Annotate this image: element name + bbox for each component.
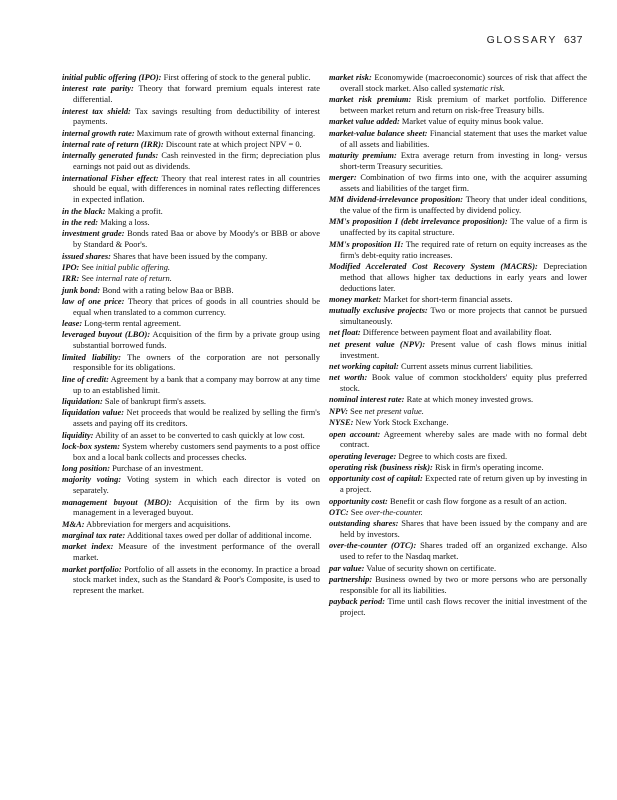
glossary-term: net working capital: xyxy=(329,360,399,371)
glossary-entry xyxy=(329,372,587,394)
glossary-definition: Purchase of an investment. xyxy=(112,463,204,474)
glossary-definition: Risk in firm's operating income. xyxy=(434,462,544,473)
glossary-term: outstanding shares: xyxy=(329,518,399,529)
glossary-definition: New York Stock Exchange. xyxy=(355,417,449,428)
glossary-term: NYSE: xyxy=(329,417,354,428)
glossary-entry xyxy=(62,407,320,429)
glossary-entry xyxy=(329,305,587,327)
glossary-term: interest rate parity: xyxy=(62,83,134,94)
glossary-entry xyxy=(329,518,587,540)
glossary-entry xyxy=(329,172,587,194)
glossary-entry xyxy=(62,106,320,128)
glossary-term: majority voting: xyxy=(62,474,122,485)
glossary-entry xyxy=(62,285,320,296)
glossary-definition: Expected rate of return given up by investing in a project. xyxy=(340,473,588,495)
glossary-entry xyxy=(329,216,587,238)
glossary-term: lock-box system: xyxy=(62,440,121,451)
glossary-term: market index: xyxy=(62,541,114,552)
glossary-term: internal growth rate: xyxy=(62,127,135,138)
glossary-entry xyxy=(62,474,320,496)
glossary-definition: Theory that forward premium equals interest rate differential. xyxy=(73,83,321,105)
glossary-definition: Shares that have been issued by the company and are held by investors. xyxy=(340,518,587,540)
glossary-term: liquidation: xyxy=(62,395,103,406)
glossary-term: IPO: xyxy=(62,261,80,272)
glossary-definition: Difference between payment float and availability float. xyxy=(362,327,552,338)
glossary-entry xyxy=(62,83,320,105)
glossary-entry xyxy=(62,541,320,563)
glossary-definition: Extra average return from investing in long- versus short-term Treasury securities. xyxy=(340,149,588,171)
glossary-entry xyxy=(329,116,587,127)
glossary-definition: Risk premium of market portfolio. Difference between market return and return on risk-free Treasury bills. xyxy=(340,94,587,116)
glossary-definition: Market for short-term financial assets. xyxy=(383,293,513,304)
glossary-entry xyxy=(62,374,320,396)
glossary-term: par value: xyxy=(329,562,365,573)
glossary-entry xyxy=(329,294,587,305)
glossary-definition: Bond with a rating below Baa or BBB. xyxy=(102,284,234,295)
cross-reference: net present value. xyxy=(364,405,424,416)
glossary-definition: See xyxy=(350,405,365,416)
glossary-term: mutually exclusive projects: xyxy=(329,305,428,316)
glossary-entry xyxy=(62,497,320,519)
glossary-entry xyxy=(62,128,320,139)
glossary-entry xyxy=(62,463,320,474)
glossary-entry xyxy=(329,339,587,361)
glossary-term: limited liability: xyxy=(62,351,122,362)
glossary-entry xyxy=(329,596,587,618)
glossary-term: opportunity cost of capital: xyxy=(329,473,423,484)
cross-reference: initial public offering. xyxy=(95,261,171,272)
glossary-entry xyxy=(62,206,320,217)
glossary-definition: Combination of two firms into one, with the acquirer assuming assets and liabilities of the target firm. xyxy=(340,172,587,193)
glossary-term: issued shares: xyxy=(62,250,111,261)
glossary-entry xyxy=(62,430,320,441)
glossary-definition: Rate at which money invested grows. xyxy=(406,394,534,405)
glossary-definition: Discount rate at which project NPV = 0. xyxy=(165,139,302,150)
glossary-definition: Agreement whereby sales are made with no formal debt contract. xyxy=(340,428,587,450)
glossary-term: in the red: xyxy=(62,216,99,227)
glossary-entry xyxy=(62,329,320,351)
glossary-term: open account: xyxy=(329,428,381,439)
glossary-term: net worth: xyxy=(329,372,368,383)
glossary-term: partnership: xyxy=(329,573,373,584)
glossary-entry xyxy=(62,139,320,150)
glossary-definition: Cash reinvested in the firm; depreciation plus earnings not paid out as dividends. xyxy=(73,150,321,172)
glossary-entry xyxy=(329,574,587,596)
glossary-entry xyxy=(62,318,320,329)
glossary-definition: Acquisition of the firm by a private group using substantial borrowed funds. xyxy=(73,329,320,351)
glossary-term: international Fisher effect: xyxy=(62,172,159,183)
glossary-entry xyxy=(329,563,587,574)
glossary-definition: Time until cash flows recover the initial investment of the project. xyxy=(340,596,587,617)
glossary-definition: Two or more projects that cannot be pursued simultaneously. xyxy=(340,305,587,327)
glossary-definition: Agreement by a bank that a company may borrow at any time up to an established limit. xyxy=(73,373,320,395)
cross-reference: internal rate of return. xyxy=(95,273,172,284)
glossary-definition: The required rate of return on equity increases as the firm's debt-equity ratio increases. xyxy=(340,238,587,260)
glossary-term: interest tax shield: xyxy=(62,105,131,116)
glossary-entry xyxy=(329,462,587,473)
glossary-term: market value added: xyxy=(329,116,400,127)
glossary-term: in the black: xyxy=(62,205,106,216)
glossary-entry xyxy=(62,228,320,250)
glossary-definition: Economywide (macroeconomic) sources of risk that affect the overall stock market. Also called xyxy=(340,72,587,93)
glossary-term: MM dividend-irrelevance proposition: xyxy=(329,194,464,205)
glossary-term: liquidity: xyxy=(62,429,94,440)
glossary-definition: Abbreviation for mergers and acquisitions. xyxy=(86,518,231,529)
page-number: 637 xyxy=(563,34,583,46)
glossary-term: long position: xyxy=(62,463,111,474)
glossary-definition: Financial statement that uses the market value of all assets and liabilities. xyxy=(340,127,588,149)
glossary-term: money market: xyxy=(329,293,382,304)
glossary-term: operating leverage: xyxy=(329,450,397,461)
glossary-entry xyxy=(62,273,320,284)
running-title: GLOSSARY xyxy=(486,34,557,46)
glossary-term: line of credit: xyxy=(62,373,109,384)
glossary-definition: Benefit or cash flow forgone as a result of an action. xyxy=(389,495,567,506)
glossary-entry xyxy=(329,361,587,372)
glossary-entry xyxy=(329,417,587,428)
cross-reference: over-the-counter. xyxy=(365,506,423,517)
glossary-entry xyxy=(62,150,320,172)
glossary-term: M&A: xyxy=(62,518,85,529)
glossary-definition: See xyxy=(81,261,96,272)
glossary-entry xyxy=(329,451,587,462)
glossary-term: internally generated funds: xyxy=(62,150,159,161)
glossary-column-left xyxy=(62,72,320,597)
glossary-term: law of one price: xyxy=(62,295,125,306)
glossary-definition: Making a loss. xyxy=(100,216,150,227)
glossary-definition: System whereby customers send payments to a post office box and a local bank collects and processes checks. xyxy=(73,440,320,462)
glossary-entry xyxy=(329,327,587,338)
glossary-definition: Theory that under ideal conditions, the value of the firm is unaffected by dividend policy. xyxy=(340,194,587,216)
glossary-definition: Business owned by two or more persons who are personally responsible for all its liabilities. xyxy=(340,573,588,595)
glossary-definition: Measure of the investment performance of the overall market. xyxy=(73,541,321,563)
glossary-entry xyxy=(329,473,587,495)
glossary-definition: Tax savings resulting from deductibility of interest payments. xyxy=(73,105,320,127)
glossary-definition: Bonds rated Baa or above by Moody's or BBB or above by Standard & Poor's. xyxy=(73,228,320,250)
glossary-term: market-value balance sheet: xyxy=(329,127,428,138)
glossary-entry xyxy=(62,72,320,83)
glossary-definition: Shares traded off an organized exchange. Also used to refer to the Nasdaq market. xyxy=(340,540,588,562)
glossary-definition: The value of a firm is unaffected by its capital structure. xyxy=(340,216,587,238)
glossary-term: NPV: xyxy=(329,405,349,416)
glossary-entry xyxy=(62,262,320,273)
glossary-definition: Sale of bankrupt firm's assets. xyxy=(104,395,207,406)
glossary-term: operating risk (business risk): xyxy=(329,462,433,473)
glossary-term: lease: xyxy=(62,318,83,329)
glossary-entry xyxy=(329,194,587,216)
glossary-definition: Degree to which costs are fixed. xyxy=(398,450,508,461)
glossary-definition: Value of security shown on certificate. xyxy=(366,562,497,573)
glossary-entry xyxy=(329,261,587,294)
glossary-definition: Additional taxes owed per dollar of additional income. xyxy=(126,530,312,541)
glossary-entry xyxy=(329,94,587,116)
page-header xyxy=(487,34,583,46)
glossary-definition: Acquisition of the firm by its own management in a leveraged buyout. xyxy=(73,496,320,518)
glossary-definition: Depreciation method that allows higher tax deductions in early years and lower deductions later. xyxy=(340,260,587,293)
glossary-entry xyxy=(329,540,587,562)
glossary-definition: Maximum rate of growth without external financing. xyxy=(136,127,316,138)
glossary-term: internal rate of return (IRR): xyxy=(62,139,164,150)
glossary-term: junk bond: xyxy=(62,284,101,295)
glossary-entry xyxy=(62,564,320,597)
glossary-entry xyxy=(329,72,587,94)
glossary-definition: Net proceeds that would be realized by selling the firm's assets and paying off its creditors. xyxy=(73,407,320,429)
glossary-definition: The owners of the corporation are not personally responsible for its obligations. xyxy=(73,351,320,373)
glossary-term: IRR: xyxy=(62,273,80,284)
glossary-entry xyxy=(329,496,587,507)
glossary-entry xyxy=(329,394,587,405)
glossary-definition: Making a profit. xyxy=(107,205,163,216)
glossary-term: merger: xyxy=(329,172,357,183)
glossary-term: over-the-counter (OTC): xyxy=(329,540,417,551)
glossary-term: market risk: xyxy=(329,72,372,82)
glossary-entry xyxy=(329,128,587,150)
glossary-entry xyxy=(329,429,587,451)
glossary-definition: Book value of common stockholders' equity plus preferred stock. xyxy=(340,372,587,394)
glossary-definition: Market value of equity minus book value. xyxy=(401,116,544,127)
glossary-term: OTC: xyxy=(329,506,349,517)
glossary-column-right xyxy=(329,72,587,618)
glossary-entry xyxy=(329,239,587,261)
glossary-definition: Voting system in which each director is voted on separately. xyxy=(73,474,320,496)
glossary-entry xyxy=(62,251,320,262)
glossary-entry xyxy=(62,217,320,228)
glossary-term: net float: xyxy=(329,327,361,338)
glossary-term: market risk premium: xyxy=(329,94,412,105)
glossary-term: market portfolio: xyxy=(62,563,122,574)
glossary-term: nominal interest rate: xyxy=(329,394,405,405)
glossary-definition: Long-term rental agreement. xyxy=(84,318,182,329)
glossary-term: opportunity cost: xyxy=(329,495,388,506)
glossary-definition: Shares that have been issued by the company. xyxy=(113,250,268,261)
glossary-term: marginal tax rate: xyxy=(62,530,126,541)
glossary-entry xyxy=(62,296,320,318)
glossary-entry xyxy=(329,406,587,417)
glossary-definition: See xyxy=(350,506,366,517)
glossary-entry xyxy=(62,519,320,530)
glossary-term: payback period: xyxy=(329,596,385,607)
glossary-term: investment grade: xyxy=(62,228,125,239)
glossary-entry xyxy=(62,441,320,463)
glossary-term: net present value (NPV): xyxy=(329,338,426,349)
cross-reference: systematic risk. xyxy=(452,82,505,93)
glossary-entry xyxy=(62,352,320,374)
glossary-definition: Theory that real interest rates in all countries should be equal, with differences in nominal rates reflecting differences in expected inflation. xyxy=(73,172,320,205)
glossary-entry xyxy=(62,396,320,407)
glossary-entry xyxy=(62,530,320,541)
glossary-term: MM's proposition II: xyxy=(329,238,404,249)
glossary-entry xyxy=(329,150,587,172)
glossary-definition: Theory that prices of goods in all countries should be equal when translated to a common currency. xyxy=(73,295,320,317)
glossary-definition: Ability of an asset to be converted to cash quickly at low cost. xyxy=(95,429,305,440)
glossary-definition: Present value of cash flows minus initial investment. xyxy=(340,338,588,360)
glossary-definition: First offering of stock to the general public. xyxy=(163,72,311,82)
glossary-definition: See xyxy=(81,273,96,284)
glossary-term: initial public offering (IPO): xyxy=(62,72,162,82)
glossary-term: leveraged buyout (LBO): xyxy=(62,329,151,340)
glossary-entry xyxy=(62,173,320,206)
glossary-definition: Current assets minus current liabilities. xyxy=(400,360,533,371)
glossary-definition: Portfolio of all assets in the economy. In practice a broad stock market index, such as the Standard & Poor's Composite, is used to represent the market. xyxy=(73,563,320,596)
glossary-term: MM's proposition I (debt irrelevance proposition): xyxy=(329,216,508,227)
glossary-term: maturity premium: xyxy=(329,149,397,160)
glossary-term: management buyout (MBO): xyxy=(62,496,172,507)
glossary-entry xyxy=(329,507,587,518)
glossary-term: liquidation value: xyxy=(62,407,125,418)
glossary-term: Modified Accelerated Cost Recovery System (MACRS): xyxy=(329,260,538,271)
